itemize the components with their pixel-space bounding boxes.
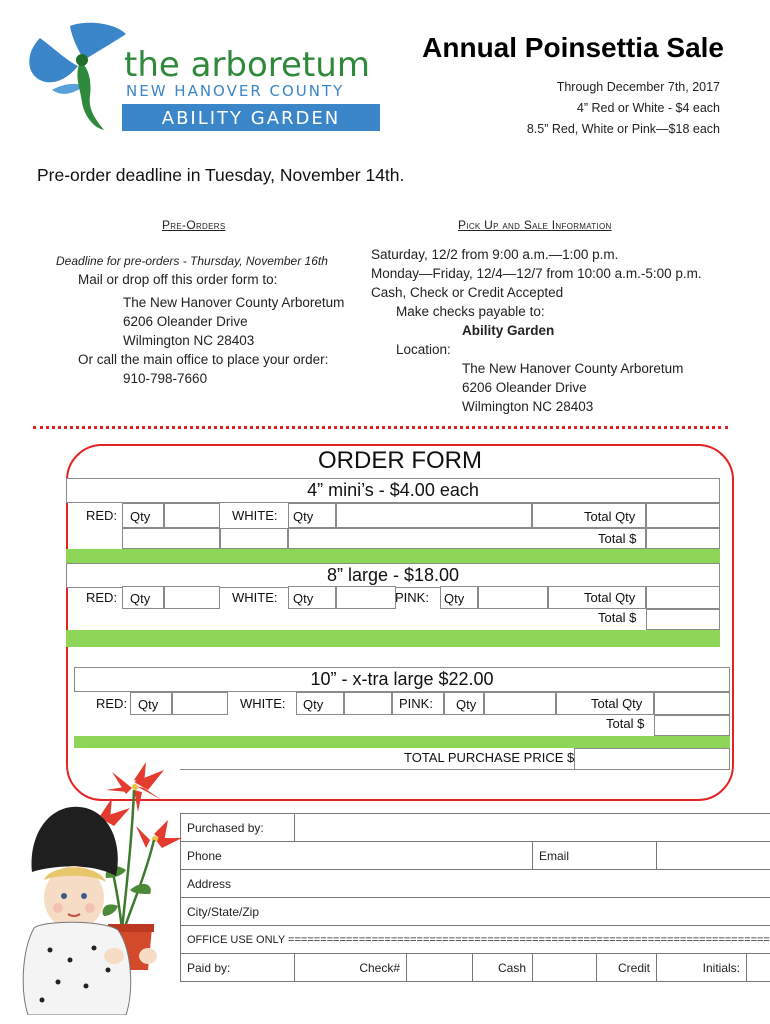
total-dollar-label: Total $ xyxy=(598,531,637,546)
email-label: Email xyxy=(533,842,657,870)
preorders-mail: Mail or drop off this order form to: xyxy=(78,272,278,287)
city-state-zip-input[interactable] xyxy=(181,898,770,926)
credit-label: Credit xyxy=(597,954,657,982)
pickup-payment: Cash, Check or Credit Accepted xyxy=(371,285,564,300)
pickup-payee: Ability Garden xyxy=(462,323,555,338)
fairy-body xyxy=(77,62,104,130)
preorder-deadline-banner: Pre-order deadline in Tuesday, November 14th. xyxy=(37,165,405,185)
girl-coat xyxy=(23,922,130,1015)
section-4in-grid xyxy=(66,503,720,549)
preorders-phone: 910-798-7660 xyxy=(123,371,208,386)
pickup-loc3: Wilmington NC 28403 xyxy=(462,399,594,414)
preorders-heading: Pre-Orders xyxy=(162,218,226,232)
purchased-by-label: Purchased by: xyxy=(181,814,295,842)
total-dollar-4in-input[interactable] xyxy=(646,528,720,549)
total-qty-label: Total Qty xyxy=(591,696,643,711)
pickup-location-label: Location: xyxy=(396,342,451,357)
qty-label: Qty xyxy=(444,591,465,606)
contact-table xyxy=(180,813,770,982)
phone-label: Phone xyxy=(187,848,222,863)
total-purchase-price-input[interactable] xyxy=(574,748,730,770)
total-qty-8in-input[interactable] xyxy=(646,586,720,609)
preorders-addr2: 6206 Oleander Drive xyxy=(123,314,248,329)
qty-label: Qty xyxy=(303,697,324,712)
red-label: RED: xyxy=(86,508,118,523)
cash-label: Cash xyxy=(473,954,533,982)
preorders-call: Or call the main office to place your order: xyxy=(78,352,329,367)
purchased-by-input[interactable] xyxy=(295,814,770,842)
white-4in-qty-input[interactable] xyxy=(336,503,532,528)
red-10in-qty-input[interactable] xyxy=(172,692,228,715)
white-label: WHITE: xyxy=(232,508,278,523)
preorders-addr1: The New Hanover County Arboretum xyxy=(123,295,345,310)
total-dollar-8in-input[interactable] xyxy=(646,609,720,630)
email-input[interactable] xyxy=(657,842,770,870)
pickup-loc1: The New Hanover County Arboretum xyxy=(462,361,684,376)
girl-with-poinsettia-illustration xyxy=(14,760,184,1015)
city-state-zip-label: City/State/Zip xyxy=(187,904,260,919)
section-8in-title: 8” large - $18.00 xyxy=(66,563,720,588)
pickup-checks: Make checks payable to: xyxy=(396,304,545,319)
total-qty-10in-input[interactable] xyxy=(654,692,730,715)
qty-label: Qty xyxy=(456,697,477,712)
check-label: Check# xyxy=(295,954,407,982)
pickup-saturday: Saturday, 12/2 from 9:00 a.m.—1:00 p.m. xyxy=(371,247,619,262)
section-8in-grid xyxy=(66,586,720,630)
pink-label: PINK: xyxy=(399,696,433,711)
red-8in-qty-input[interactable] xyxy=(164,586,220,609)
paid-by-label: Paid by: xyxy=(181,954,295,982)
white-10in-qty-input[interactable] xyxy=(344,692,392,715)
check-input[interactable] xyxy=(407,954,473,982)
total-qty-label: Total Qty xyxy=(584,509,636,524)
arboretum-logo xyxy=(22,20,387,135)
total-purchase-price-label: TOTAL PURCHASE PRICE $ xyxy=(404,750,575,765)
pink-label: PINK: xyxy=(395,590,429,605)
page-title: Annual Poinsettia Sale xyxy=(422,32,724,63)
cash-input[interactable] xyxy=(533,954,597,982)
section-4in-title: 4” mini’s - $4.00 each xyxy=(66,478,720,503)
logo-line2: NEW HANOVER COUNTY xyxy=(126,82,345,100)
section-10in-title: 10” - x-tra large $22.00 xyxy=(74,667,730,692)
price-85in: 8.5” Red, White or Pink—$18 each xyxy=(526,122,720,136)
red-label: RED: xyxy=(96,696,128,711)
order-form-title: ORDER FORM xyxy=(318,447,482,474)
green-separator xyxy=(66,630,720,647)
sale-dates: Through December 7th, 2017 xyxy=(556,80,720,94)
green-separator xyxy=(74,736,730,748)
section-divider xyxy=(33,426,728,429)
address-input[interactable] xyxy=(181,870,770,898)
section-10in-grid xyxy=(74,692,730,736)
logo-line3: ABILITY GARDEN xyxy=(161,108,341,129)
qty-label: Qty xyxy=(130,509,151,524)
logo-line1: the arboretum xyxy=(124,45,370,85)
red-4in-qty-input[interactable] xyxy=(164,503,220,528)
white-label: WHITE: xyxy=(232,590,278,605)
pink-10in-qty-input[interactable] xyxy=(484,692,556,715)
phone-field[interactable] xyxy=(181,842,533,870)
total-dollar-label: Total $ xyxy=(598,610,637,625)
red-label: RED: xyxy=(86,590,118,605)
address-label: Address xyxy=(187,876,232,891)
total-dollar-label: Total $ xyxy=(606,716,645,731)
white-label: WHITE: xyxy=(240,696,286,711)
pickup-weekdays: Monday—Friday, 12/4—12/7 from 10:00 a.m.-5:00 p.m. xyxy=(371,266,702,281)
initials-label: Initials: xyxy=(657,954,747,982)
total-qty-4in-input[interactable] xyxy=(646,503,720,528)
fairy-wing-left xyxy=(29,38,78,82)
office-use-only: OFFICE USE ONLY =========================================================================== xyxy=(181,926,770,954)
price-4in: 4” Red or White - $4 each xyxy=(576,101,720,115)
initials-input[interactable] xyxy=(747,954,770,982)
qty-label: Qty xyxy=(138,697,159,712)
preorders-addr3: Wilmington NC 28403 xyxy=(123,333,255,348)
preorders-deadline: Deadline for pre-orders - Thursday, November 16th xyxy=(56,254,328,268)
qty-label: Qty xyxy=(130,591,151,606)
qty-label: Qty xyxy=(293,591,314,606)
pink-8in-qty-input[interactable] xyxy=(478,586,548,609)
pickup-loc2: 6206 Oleander Drive xyxy=(462,380,587,395)
pickup-heading: Pick Up and Sale Information xyxy=(458,218,612,232)
total-qty-label: Total Qty xyxy=(584,590,636,605)
total-dollar-10in-input[interactable] xyxy=(654,715,730,736)
white-8in-qty-input[interactable] xyxy=(336,586,396,609)
fairy-wing-right xyxy=(70,23,126,60)
qty-label: Qty xyxy=(293,509,314,524)
